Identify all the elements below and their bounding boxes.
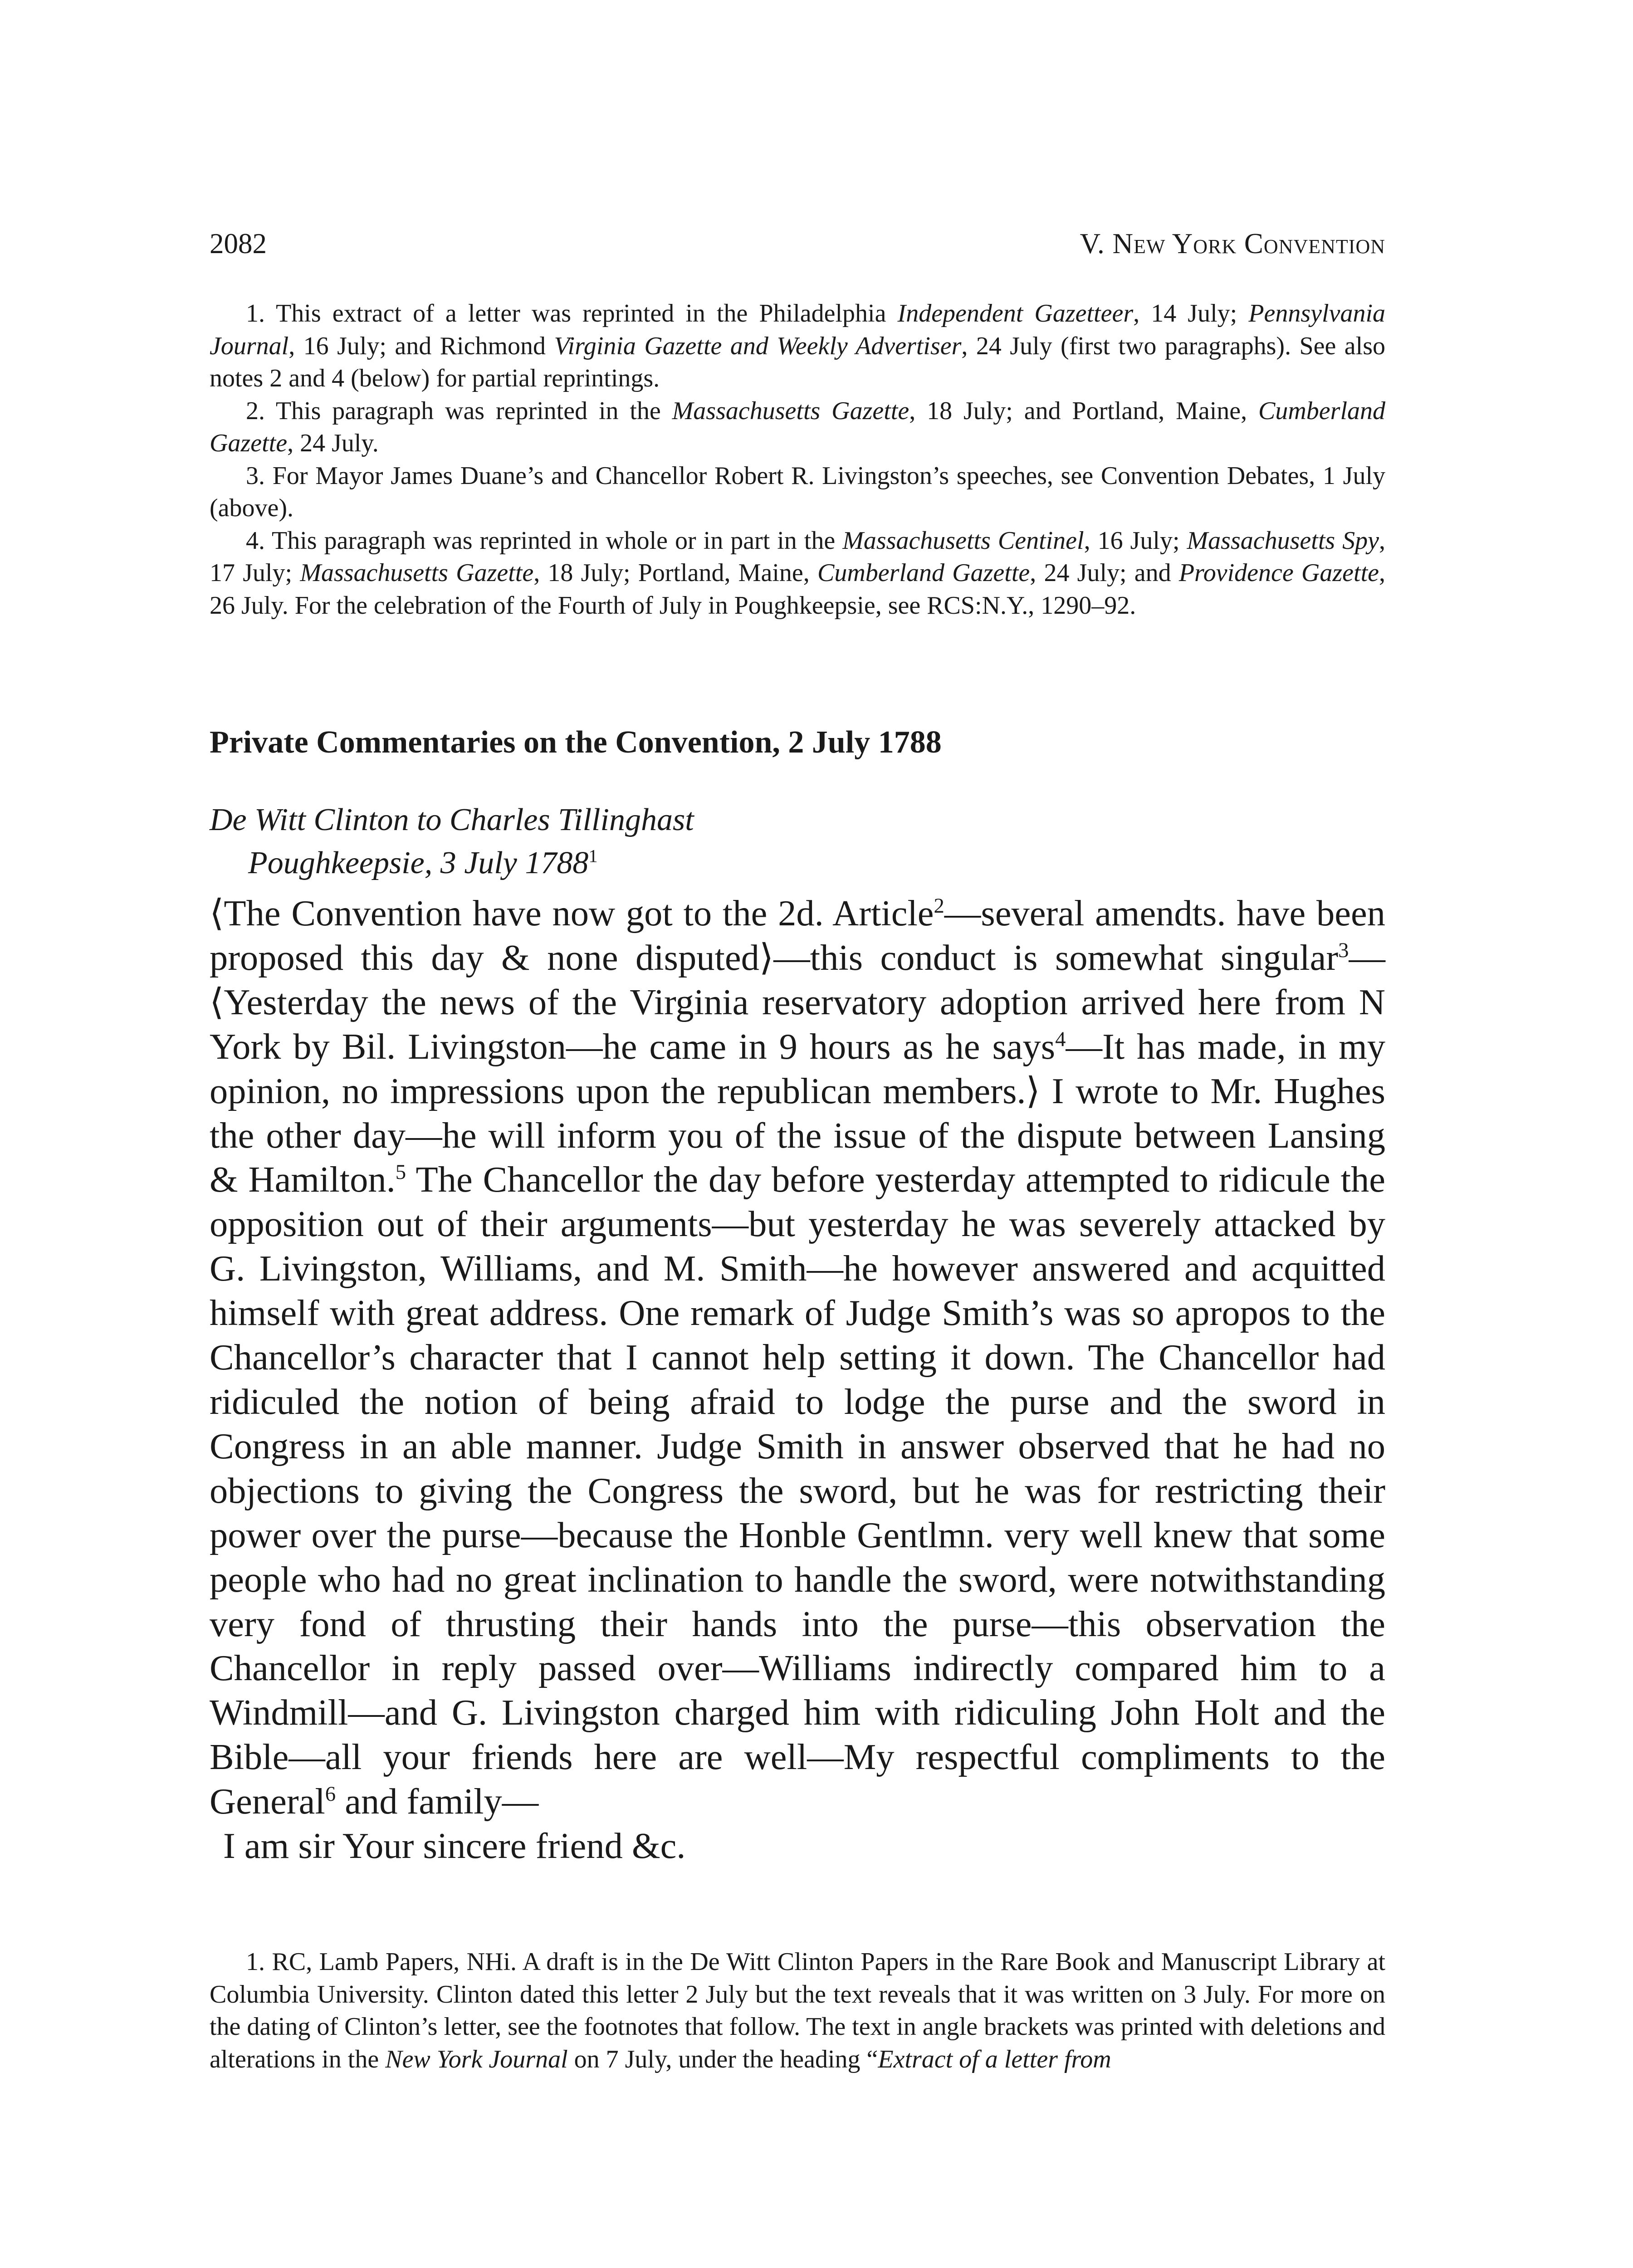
note-reference: 4	[1055, 1027, 1066, 1051]
top-footnotes	[210, 298, 1385, 622]
running-title: V. New York Convention	[1080, 228, 1385, 259]
italic-title: Cumberland Gazette	[210, 396, 1385, 457]
letter-header	[210, 798, 1385, 885]
bottom-footnotes	[210, 1946, 1385, 2076]
footnote-1: 1. This extract of a letter was reprinted in the Philadelphia Independent Gazetteer, 14 July; Pennsylvania Journal, 16 July; and Richmond Virginia Gazette and Weekly Advertiser, 24 July (first two paragraphs). See also notes 2 and 4 (below) for partial reprintings.	[210, 299, 1385, 392]
italic-title: Independent Gazetteer	[897, 299, 1134, 327]
note-reference: 6	[325, 1782, 336, 1806]
italic-title: Pennsylvania Journal	[210, 299, 1385, 360]
letter-heading: De Witt Clinton to Charles Tillinghast	[210, 802, 694, 837]
letter-closing: I am sir Your sincere friend &c.	[223, 1826, 686, 1867]
letter-paragraph: ⟨The Convention have now got to the 2d. Article$^2$—several amendts. have been proposed this day & none disputed⟩—this conduct is somewhat singular$^3$—⟨Yesterday the news of the Virginia reservatory adoption arrived here from N York by Bil. Livingston—he came in 9 hours as he says$^4$—It has made, in my opinion, no impressions upon the republican members.⟩ I wrote to Mr. Hughes the other day—he will inform you of the issue of the dispute between Lansing & Hamilton.$^5$ The Chancellor the day before yesterday attempted to ridicule the opposition out of their arguments—but yesterday he was severely attacked by G. Livingston, Williams, and M. Smith—he however answered and acquitted himself with great address. One remark of Judge Smith’s was so apropos to the Chancellor’s character that I cannot help setting it down. The Chancellor had ridiculed the notion of being afraid to lodge the purse and the sword in Congress in an able manner. Judge Smith in answer observed that he had no objections to giving the Congress the sword, but he was for restricting their power over the purse—because the Honble Gentlmn. very well knew that some people who had no great inclination to handle the sword, were notwithstanding very fond of thrusting their hands into the purse—this observation the Chancellor in reply passed over—Williams indirectly compared him to a Windmill—and G. Livingston charged him with ridiculing John Holt and the Bible—all your friends here are well—My respectful compliments to the General$^6$ and family—	[210, 893, 1385, 1822]
section-heading: Private Commentaries on the Convention, 2 July 1788	[210, 725, 942, 760]
italic-title: Extract of a letter from	[878, 2045, 1111, 2073]
italic-title: New York Journal	[385, 2045, 568, 2073]
running-head	[210, 223, 1385, 264]
footnote-1-letter: 1. RC, Lamb Papers, NHi. A draft is in the De Witt Clinton Papers in the Rare Book and Manuscript Library at Columbia University. Clinton dated this letter 2 July but the text reveals that it was written on 3 July. For more on the dating of Clinton’s letter, see the footnotes that follow. The text in angle brackets was printed with deletions and alterations in the New York Journal on 7 July, under the heading “Extract of a letter from	[210, 1948, 1385, 2073]
italic-title: Massachusetts Centinel	[842, 526, 1084, 555]
letter-body	[210, 891, 1385, 1868]
page-number: 2082	[210, 228, 267, 259]
italic-title: Massachusetts Spy	[1187, 526, 1379, 555]
footnote-2: 2. This paragraph was reprinted in the Massachusetts Gazette, 18 July; and Portland, Maine, Cumberland Gazette, 24 July.	[210, 396, 1385, 457]
letter-dateline	[210, 841, 1385, 885]
dateline-text: Poughkeepsie, 3 July 1788	[248, 846, 589, 880]
italic-title: Massachusetts Gazette	[672, 396, 909, 425]
footnote-3: 3. For Mayor James Duane’s and Chancellor Robert R. Livingston’s speeches, see Convention Debates, 1 July (above).	[210, 461, 1385, 522]
note-reference: 5	[395, 1160, 406, 1184]
note-reference: 2	[934, 894, 944, 918]
italic-title: Providence Gazette	[1178, 559, 1379, 587]
footnote-4: 4. This paragraph was reprinted in whole or in part in the Massachusetts Centinel, 16 July; Massachusetts Spy, 17 July; Massachusetts Gazette, 18 July; Portland, Maine, Cumberland Gazette, 24 July; and Providence Gazette, 26 July. For the celebration of the Fourth of July in Poughkeepsie, see RCS:N.Y., 1290–92.	[210, 526, 1386, 620]
italic-title: Virginia Gazette and Weekly Advertiser	[554, 332, 962, 360]
dateline-note-ref: 1	[588, 846, 598, 866]
italic-title: Massachusetts Gazette	[300, 559, 534, 587]
note-reference: 3	[1338, 938, 1349, 963]
italic-title: Cumberland Gazette	[817, 559, 1030, 587]
